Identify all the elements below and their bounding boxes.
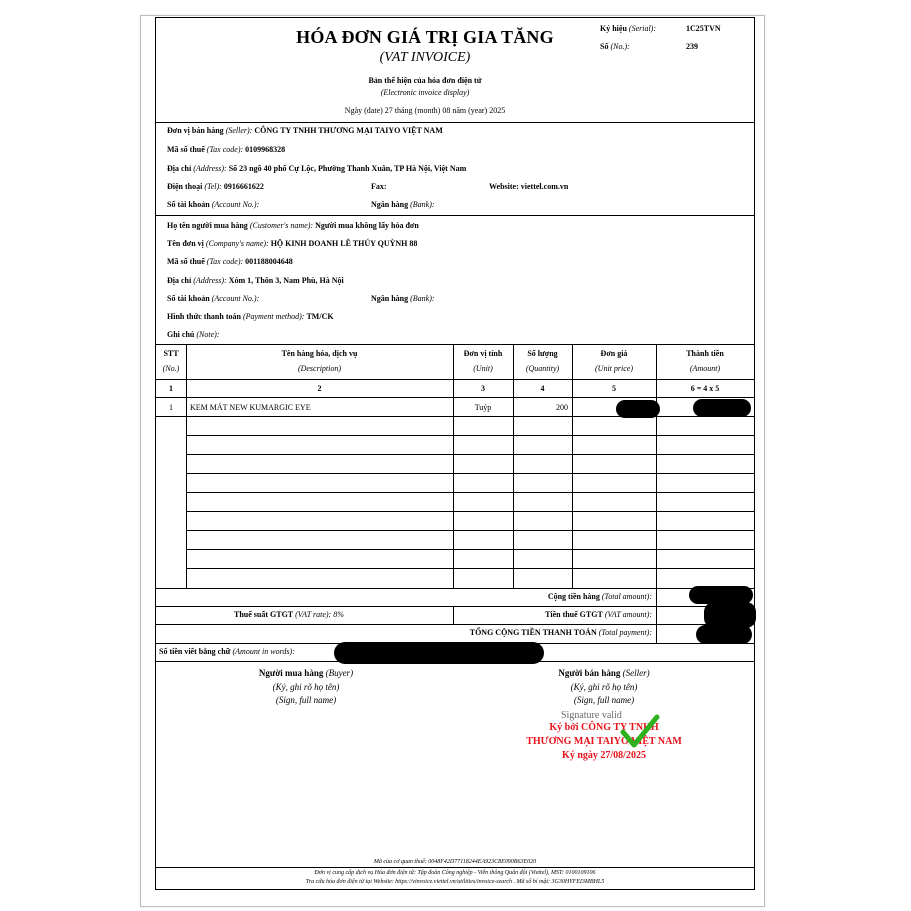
row-line bbox=[186, 454, 754, 455]
checkmark-icon bbox=[620, 714, 660, 750]
table-bottom-border bbox=[156, 588, 754, 589]
row-line bbox=[186, 492, 754, 493]
index-cell: 3 bbox=[481, 384, 485, 393]
invoice-date: Ngày (date) 27 tháng (month) 08 năm (year) 2025 bbox=[344, 106, 506, 115]
col-line-5 bbox=[656, 344, 657, 588]
seller-address-row: Địa chỉ (Address): Số 23 ngõ 40 phố Cự Lộc, Phường Thanh Xuân, TP Hà Nội, Việt Nam bbox=[167, 164, 467, 173]
buyer-payment-row: Hình thức thanh toán (Payment method): TM/CK bbox=[167, 312, 334, 321]
display-note: Bản thể hiện của hóa đơn điện tử bbox=[368, 76, 482, 85]
header-unit-price: Đơn giá (Unit price) bbox=[595, 349, 633, 373]
totals-value-line bbox=[656, 588, 657, 643]
row-line bbox=[186, 549, 754, 550]
header-no: STT (No.) bbox=[162, 349, 180, 373]
divider-total bbox=[156, 606, 754, 607]
item-quantity: 200 bbox=[556, 403, 568, 412]
table-header-border bbox=[156, 379, 754, 380]
header-amount: Thành tiền (Amount) bbox=[686, 349, 724, 373]
buyer-tax-row: Mã số thuế (Tax code): 001188004648 bbox=[167, 257, 293, 266]
buyer-customer-row: Họ tên người mua hàng (Customer's name): Người mua không lấy hóa đơn bbox=[167, 221, 419, 230]
display-note-en: (Electronic invoice display) bbox=[380, 88, 470, 97]
footer-provider: Đơn vị cung cấp dịch vụ Hóa đơn điện tử: Tập đoàn Công nghiệp - Viễn thông Quân đội (Viettel), MST: 0100109106 bbox=[314, 870, 596, 876]
item-description: KEM MÁT NEW KUMARGIC EYE bbox=[190, 403, 311, 412]
serial-value: 1C25TVN bbox=[686, 24, 721, 33]
item-no: 1 bbox=[169, 403, 173, 412]
seller-tax-row: Mã số thuế (Tax code): 0109968328 bbox=[167, 145, 286, 154]
redaction-amount bbox=[693, 399, 751, 417]
invoice-frame bbox=[155, 17, 755, 890]
col-line-1 bbox=[186, 344, 187, 588]
seller-sign-title: Người bán hàng (Seller) bbox=[558, 668, 650, 678]
row-line bbox=[156, 416, 754, 417]
buyer-company-row: Tên đơn vị (Company's name): HỘ KINH DOANH LÊ THÚY QUỲNH 88 bbox=[167, 239, 418, 248]
buyer-address-row: Địa chỉ (Address): Xóm 1, Thôn 3, Nam Phù, Hà Nội bbox=[167, 276, 344, 285]
row-line bbox=[186, 435, 754, 436]
redaction-amount-in-words bbox=[334, 642, 544, 664]
header-unit: Đơn vị tính (Unit) bbox=[463, 349, 503, 373]
item-unit: Tuýp bbox=[474, 403, 492, 412]
buyer-sign-title: Người mua hàng (Buyer) bbox=[258, 668, 354, 678]
divider-vat bbox=[156, 624, 754, 625]
no-value: 239 bbox=[686, 42, 698, 51]
footer-lookup: Tra cứu hóa đơn điện tử tại Website: https://vinvoice.viettel.vn/utilities/invoice-search . Mã số bí mật: 3G30HYFEI3MBHL5 bbox=[305, 879, 605, 885]
vat-split-line bbox=[453, 606, 454, 624]
table-top-border bbox=[156, 344, 754, 345]
buyer-bank-row: Ngân hàng (Bank): bbox=[371, 294, 435, 303]
seller-website-row: Website: viettel.com.vn bbox=[489, 182, 569, 191]
col-line-4 bbox=[572, 344, 573, 588]
row-line bbox=[186, 473, 754, 474]
header-description: Tên hàng hóa, dịch vụ (Description) bbox=[281, 349, 358, 373]
redaction-total-payment bbox=[696, 625, 752, 644]
buyer-note-row: Ghi chú (Note): bbox=[167, 330, 220, 339]
seller-phone-row: Điện thoại (Tel): 0916661622 bbox=[167, 182, 264, 191]
divider-seller bbox=[156, 215, 754, 216]
total-payment-label: TỔNG CỘNG TIỀN THANH TOÁN (Total payment): bbox=[469, 628, 652, 637]
signature-valid-label: Signature valid bbox=[561, 710, 622, 721]
header-quantity: Số lượng (Quantity) bbox=[525, 349, 560, 373]
serial-label: Ký hiệu (Serial): bbox=[600, 24, 657, 33]
signed-by-line-2: THƯƠNG MẠI TAIYO VIỆT NAM bbox=[526, 736, 682, 747]
seller-sign-note-en: (Sign, full name) bbox=[573, 695, 635, 705]
divider-footer bbox=[156, 867, 754, 868]
col-line-2 bbox=[453, 344, 454, 588]
divider-header bbox=[156, 122, 754, 123]
buyer-sign-note: (Ký, ghi rõ họ tên) bbox=[272, 682, 340, 692]
row-line bbox=[186, 511, 754, 512]
signed-by-line-1: Ký bởi CÔNG TY TNHH bbox=[549, 722, 659, 733]
buyer-account-row: Số tài khoản (Account No.): bbox=[167, 294, 260, 303]
invoice-subtitle: (VAT INVOICE) bbox=[379, 50, 471, 65]
signed-date: Ký ngày 27/08/2025 bbox=[562, 750, 646, 761]
row-line bbox=[186, 568, 754, 569]
seller-bank-row: Ngân hàng (Bank): bbox=[371, 200, 435, 209]
index-cell: 6 = 4 x 5 bbox=[690, 384, 720, 393]
index-cell: 1 bbox=[169, 384, 173, 393]
seller-account-row: Số tài khoản (Account No.): bbox=[167, 200, 260, 209]
vat-rate-label: Thuế suất GTGT (VAT rate): 8% bbox=[234, 610, 344, 619]
table-index-border bbox=[156, 397, 754, 398]
row-line bbox=[186, 530, 754, 531]
index-cell: 5 bbox=[612, 384, 616, 393]
buyer-sign-note-en: (Sign, full name) bbox=[275, 695, 337, 705]
no-label: Số (No.): bbox=[600, 42, 630, 51]
seller-sign-note: (Ký, ghi rõ họ tên) bbox=[570, 682, 638, 692]
redaction-unit-price bbox=[616, 400, 660, 418]
amount-in-words-label: Số tiền viết bằng chữ (Amount in words): bbox=[159, 647, 295, 656]
index-cell: 4 bbox=[540, 384, 545, 393]
vat-amount-label: Tiền thuế GTGT (VAT amount): bbox=[545, 610, 652, 619]
seller-name-row: Đơn vị bán hàng (Seller): CÔNG TY TNHH THƯƠNG MẠI TAIYO VIỆT NAM bbox=[167, 126, 443, 135]
footer-tax-code: Mã của cơ quan thuế: 0048F42D77118244EA923C8E090B63E020 bbox=[373, 859, 537, 865]
col-line-3 bbox=[513, 344, 514, 588]
total-amount-label: Cộng tiền hàng (Total amount): bbox=[547, 592, 652, 601]
seller-fax-label: Fax: bbox=[371, 182, 387, 191]
index-cell: 2 bbox=[317, 384, 322, 393]
invoice-title: HÓA ĐƠN GIÁ TRỊ GIA TĂNG bbox=[296, 27, 554, 47]
